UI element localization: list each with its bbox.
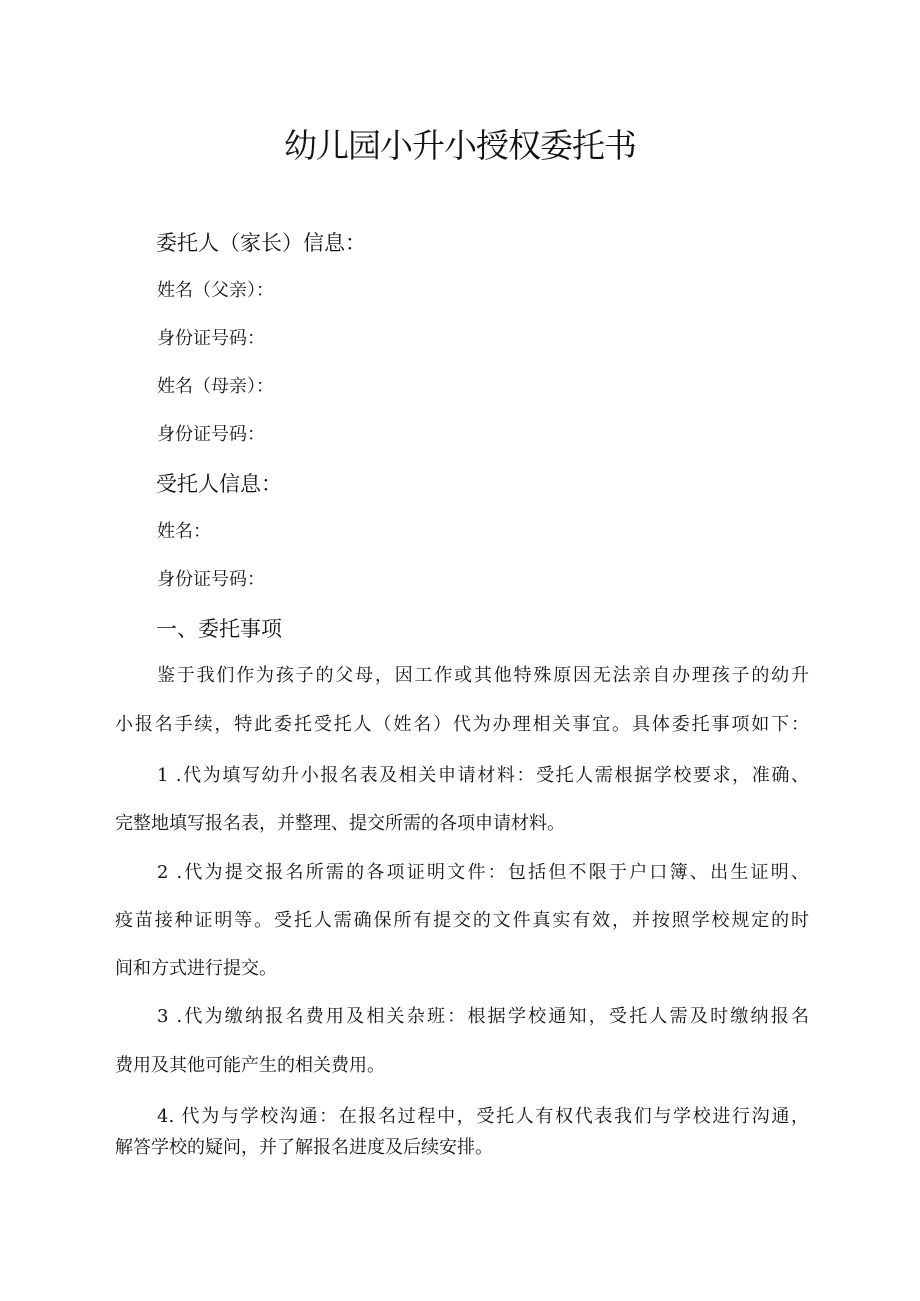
intro-line-1: 鉴于我们作为孩子的父母，因工作或其他特殊原因无法亲自办理孩子的幼升 [157,665,809,686]
agent-name-field: 姓名： [157,521,211,542]
agent-id-field: 身份证号码： [157,569,265,590]
mother-name-field: 姓名（母亲）： [157,376,274,397]
item-2-line-1: 2 .代为提交报名所需的各项证明文件：包括但不限于户口簿、出生证明、 [157,862,809,883]
father-name-field: 姓名（父亲）： [157,280,274,301]
item-3-line-2: 费用及其他可能产生的相关费用。 [115,1055,385,1076]
agent-heading: 受托人信息： [156,472,282,496]
mother-id-field: 身份证号码： [157,424,265,445]
item-4-line-1: 4. 代为与学校沟通：在报名过程中，受托人有权代表我们与学校进行沟通， [157,1106,809,1127]
father-id-field: 身份证号码： [157,328,265,349]
item-3-line-1: 3 .代为缴纳报名费用及相关杂班：根据学校通知，受托人需及时缴纳报名 [157,1006,809,1027]
section-heading: 一、委托事项 [156,617,282,641]
document-title: 幼儿园小升小授权委托书 [284,126,636,165]
item-2-line-3: 间和方式进行提交。 [115,958,277,979]
item-1-line-1: 1 .代为填写幼升小报名表及相关申请材料：受托人需根据学校要求，准确、 [157,765,809,786]
item-4-line-2: 解答学校的疑问，并了解报名进度及后续安排。 [115,1137,493,1158]
item-1-line-2: 完整地填写报名表，并整理、提交所需的各项申请材料。 [115,813,565,834]
principal-heading: 委托人（家长）信息： [156,231,366,255]
intro-line-2: 小报名手续，特此委托受托人（姓名）代为办理相关事宜。具体委托事项如下： [115,714,809,735]
item-2-line-2: 疫苗接种证明等。受托人需确保所有提交的文件真实有效，并按照学校规定的时 [115,910,809,931]
